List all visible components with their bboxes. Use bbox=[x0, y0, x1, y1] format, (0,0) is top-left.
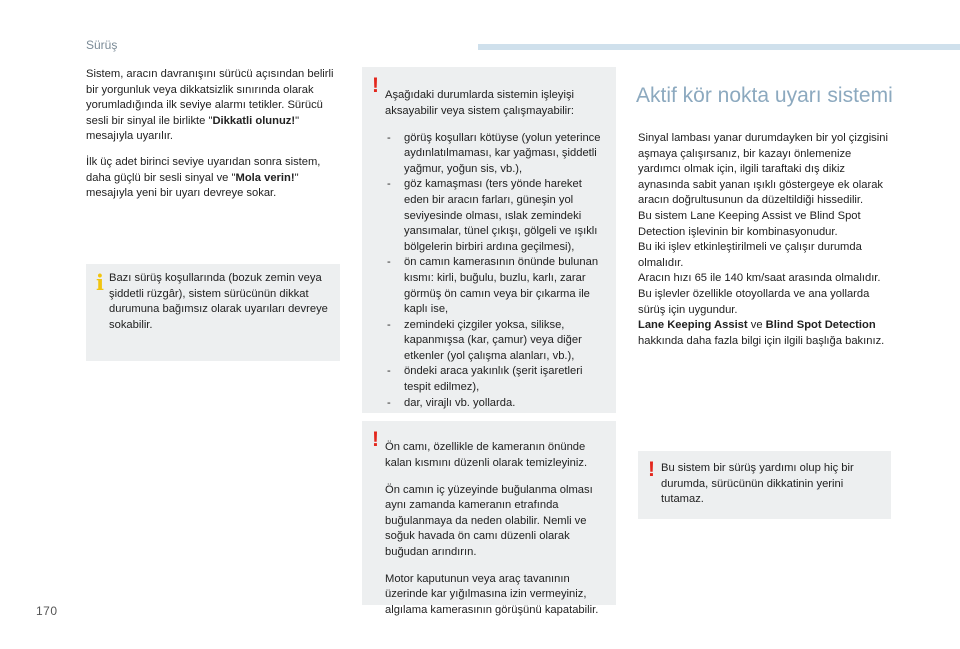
paragraph: Bu işlevler özellikle otoyollarda ve ana yollarda sürüş için uygundur. bbox=[638, 287, 870, 316]
header-title: Sürüş bbox=[86, 38, 118, 52]
warning-box-conditions bbox=[362, 67, 616, 413]
list-item: - zemindeki çizgiler yoksa, silikse, kapanmışsa (kar, çamur) veya diğer etkenler (yol çalışma alanları, vb.), bbox=[385, 318, 604, 365]
text: ve bbox=[747, 319, 766, 332]
warning-box-cleaning bbox=[362, 421, 616, 616]
info-box bbox=[86, 264, 340, 361]
right-column bbox=[638, 131, 894, 349]
warning-box-driver-attention bbox=[638, 451, 891, 519]
section-title: Aktif kör nokta uyarı sistemi bbox=[636, 84, 893, 108]
list-item: - ön camın kamerasının önünde bulunan kısmı: kirli, buğulu, buzlu, karlı, zarar görmüş ön camın veya bir çıkarma ile kaplı ise, bbox=[385, 255, 604, 317]
header-bar bbox=[478, 44, 960, 50]
warning-intro: Aşağıdaki durumlarda sistemin işleyişi aksayabilir veya sistem çalışmayabilir: bbox=[385, 89, 575, 117]
text: Sistem, aracın davranışını sürücü açısından belirli bir yorgunluk veya dikkatsizlik sınırında olarak yorumladığında ilk seviye alarmı tetikler. Sürücü sesli bir sinyal ile birlikte " bbox=[86, 68, 334, 127]
warning-icon: ! bbox=[372, 428, 379, 451]
paragraph: Bu sistem Lane Keeping Assist ve Blind Spot Detection işlevinin bir kombinasyonudur. bbox=[638, 209, 861, 238]
list-item: - öndeki araca yakınlık (şerit işaretleri tespit edilmez), bbox=[385, 364, 604, 395]
conditions-list bbox=[385, 131, 604, 412]
paragraph: Sinyal lambası yanar durumdayken bir yol çizgisini aşmaya çalışırsanız, bir kazayı önlemenize yardımcı olmak için, ilgili taraftaki dış dikiz aynasında sabit yanan ışıklı göstergeye ek olarak aracın doğrultusunun da düzeltildiği hissedilir. bbox=[638, 132, 888, 207]
warning-text: Ön camın iç yüzeyinde buğulanma olması aynı zamanda kameranın etrafında buğulanmaya da neden olabilir. Nemli ve soğuk havada ön camı düzenli olarak buğudan arındırın. bbox=[385, 483, 593, 558]
info-icon: i bbox=[96, 270, 104, 295]
warning-text: Motor kaputunun veya araç tavanının üzerinde kar yığılmasına izin vermeyiniz, algılama kamerasının görüşünü kapatabilir. bbox=[385, 572, 599, 616]
paragraph: Aracın hızı 65 ile 140 km/saat arasında olmalıdır. bbox=[638, 272, 881, 285]
warning-text: Bu sistem bir sürüş yardımı olup hiç bir durumda, sürücünün dikkatinin yerini tutamaz. bbox=[661, 462, 854, 506]
paragraph: Bu iki işlev etkinleştirilmeli ve çalışır durumda olmalıdır. bbox=[638, 241, 862, 269]
bold-text: Blind Spot Detection bbox=[765, 319, 876, 332]
left-column bbox=[86, 67, 342, 202]
warning-icon: ! bbox=[372, 74, 379, 97]
text: hakkında daha fazla bilgi için ilgili başlığa bakınız. bbox=[638, 334, 885, 347]
page-number: 170 bbox=[36, 604, 58, 618]
paragraph-first-level-alarm bbox=[86, 67, 342, 145]
bold-text: Dikkatli olunuz! bbox=[212, 114, 296, 127]
paragraph-second-level-alarm bbox=[86, 155, 342, 202]
list-item: - görüş koşulları kötüyse (yolun yeterince aydınlatılmaması, kar yağması, şiddetli yağmur, yoğun sis, vb.), bbox=[385, 131, 604, 178]
text: " mesajıyla yeni bir uyarı devreye sokar. bbox=[86, 171, 299, 200]
bold-text: Lane Keeping Assist bbox=[638, 319, 748, 332]
bold-text: Mola verin! bbox=[235, 171, 295, 184]
text: İlk üç adet birinci seviye uyarıdan sonra sistem, daha güçlü bir sesli sinyal ve " bbox=[86, 155, 321, 184]
text: " mesajıyla uyarılır. bbox=[86, 114, 300, 143]
warning-text: Ön camı, özellikle de kameranın önünde kalan kısmını düzenli olarak temizleyiniz. bbox=[385, 441, 588, 469]
paragraph-see-also bbox=[638, 318, 894, 349]
list-item: - göz kamaşması (ters yönde hareket eden bir aracın farları, güneşin yol seviyesinde olması, ıslak zemindeki yansımalar, tünel çıkışı, gölgeli ve ışıklı bölgelerin birbiri ardına geçilmesi), bbox=[385, 177, 604, 255]
warning-icon: ! bbox=[648, 458, 655, 481]
list-item: - dar, virajlı vb. yollarda. bbox=[385, 396, 604, 412]
info-text: Bazı sürüş koşullarında (bozuk zemin veya şiddetli rüzgâr), sistem sürücünün dikkat durumuna bağımsız olarak uyarıları devreye sokabilir. bbox=[109, 272, 328, 331]
